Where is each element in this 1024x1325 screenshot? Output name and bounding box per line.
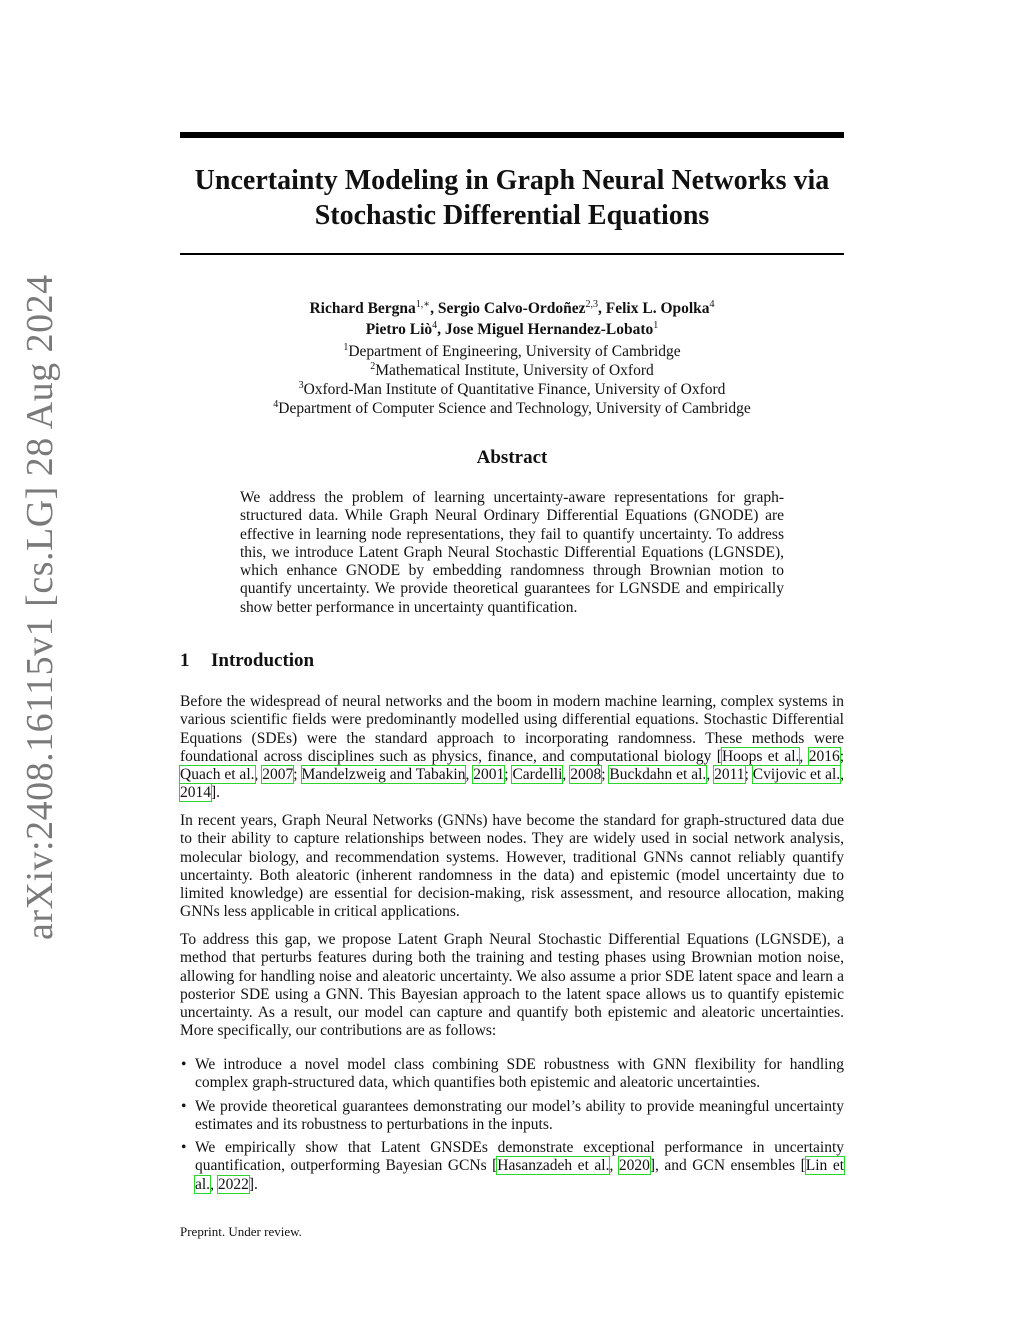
affiliation-text: Oxford-Man Institute of Quantitative Finance, University of Oxford (303, 381, 726, 398)
author-name: Richard Bergna (309, 300, 416, 317)
author-separator: , (430, 300, 438, 317)
citation-link[interactable]: Quach et al. (180, 766, 255, 784)
arxiv-identifier[interactable]: arXiv:2408.16115v1 [cs.LG] 28 Aug 2024 (19, 274, 61, 940)
citation-link[interactable]: 2008 (570, 766, 602, 784)
affiliation-text: Department of Computer Science and Technology, University of Cambridge (278, 400, 751, 417)
author-name: Felix L. Opolka (605, 300, 710, 317)
section-title: Introduction (211, 650, 315, 671)
list-item (180, 1056, 844, 1093)
bullet-marker: • (181, 1139, 187, 1157)
list-item: • We empirically show that Latent GNSDEs demonstrate exceptional performance in uncertainty quantification, outperforming Bayesian GCNs [Hasanzadeh et al., 2020], and GCN ensembles [Lin et al., 2022]. (181, 1139, 845, 1193)
citation-link[interactable]: 2016 (808, 747, 840, 765)
title-line-2: Stochastic Differential Equations (314, 200, 710, 231)
affiliation-text: Mathematical Institute, University of Oxford (375, 362, 654, 379)
author-line-1 (180, 298, 844, 319)
affiliation (180, 342, 844, 361)
list-item-text: ], and GCN ensembles [ (649, 1157, 806, 1175)
section-heading-introduction (180, 650, 314, 672)
citation-link[interactable]: Hasanzadeh et al. (497, 1157, 610, 1175)
paper-title (180, 163, 844, 233)
title-bottom-rule (180, 253, 844, 255)
author-name: Sergio Calvo-Ordoñez (437, 300, 586, 317)
author-separator: , (437, 321, 445, 338)
citation-link[interactable]: Lin et al. (195, 1157, 845, 1193)
paragraph-text: Before the widespread of neural networks and the boom in modern machine learning, complex systems in various scientific fields were predominantly modelled using differential equations. Stochastic Differential Equations (SDEs) were the standard approach to incorporating randomness. These methods were foundational across disciplines such as physics, finance, and computational biology (180, 693, 844, 765)
list-item-text: We empirically show that Latent GNSDEs demonstrate exceptional performance in uncertainty quantification, outperforming Bayesian GCNs [ (195, 1139, 844, 1175)
footer-note: Preprint. Under review. (180, 1224, 302, 1239)
section-number: 1 (180, 650, 190, 671)
citation-link[interactable]: Buckdahn et al. (609, 766, 707, 784)
title-top-rule (180, 132, 844, 138)
author-name: Jose Miguel Hernandez-Lobato (444, 321, 654, 338)
citation-link[interactable]: 2011 (714, 766, 745, 784)
bullet-marker: • (181, 1097, 187, 1115)
author-superscript: 2,3 (585, 299, 599, 310)
author-list (180, 298, 844, 340)
citation-link[interactable]: 2007 (262, 766, 294, 784)
affiliation (180, 380, 844, 399)
intro-paragraph-3: To address this gap, we propose Latent Graph Neural Stochastic Differential Equations (LGNSDE), a method that perturbs features during both the training and testing phases using Brownian motion noise, allowing for handling noise and aleatoric uncertainty. We also assume a prior SDE latent space and learn a posterior SDE using a GNN. This Bayesian approach to the latent space allows us to quantify epistemic uncertainty. As a result, our model can capture and quantify both epistemic and aleatoric uncertainties. More specifically, our contributions are as follows: (180, 931, 844, 1040)
citation-link[interactable]: 2001 (473, 766, 505, 784)
author-line-2 (180, 319, 844, 340)
affiliation-number: 4 (273, 399, 279, 410)
citation-link[interactable]: Hoops et al. (721, 747, 800, 765)
author-superscript: 1 (653, 320, 659, 331)
list-item-text: ]. (248, 1175, 258, 1193)
affiliation (180, 399, 844, 418)
abstract-heading: Abstract (476, 447, 548, 468)
author-superscript: 1,∗ (415, 299, 431, 310)
author-superscript: 4 (709, 299, 715, 310)
affiliation (180, 361, 844, 380)
affiliation-number: 3 (298, 380, 304, 391)
citation-link[interactable]: Cvijovic et al. (752, 766, 841, 784)
author-superscript: 4 (432, 320, 438, 331)
abstract-text: We address the problem of learning uncertainty-aware representations for graph-structured data. While Graph Neural Ordinary Differential Equations (GNODE) are effective in learning node representations, they fail to quantify uncertainty. To address this, we introduce Latent Graph Neural Stochastic Differential Equations (LGNSDE), which enhance GNODE by embedding randomness through Brownian motion to quantify uncertainty. We provide theoretical guarantees for LGNSDE and empirically show better performance in uncertainty quantification. (240, 489, 784, 616)
bracket: [ (716, 747, 722, 765)
intro-paragraph-2: In recent years, Graph Neural Networks (GNNs) have become the standard for graph-structured data due to their ability to capture relationships between nodes. They are widely used in social network analysis, molecular biology, and recommendation systems. However, traditional GNNs cannot reliably quantify uncertainty. Both aleatoric (inherent randomness in the data) and epistemic (model uncertainty due to limited knowledge) are essential for decision-making, risk assessment, and resource allocation, making GNNs less applicable in critical applications. (180, 812, 844, 921)
bracket: ]. (211, 784, 221, 802)
citation-link[interactable]: 2014 (180, 784, 211, 802)
citation-link[interactable]: Mandelzweig and Tabakin (301, 766, 466, 784)
list-item-text: We introduce a novel model class combining SDE robustness with GNN flexibility for handling complex graph-structured data, which quantifies both epistemic and aleatoric uncertainties. (195, 1056, 844, 1092)
author-name: Pietro Liò (365, 321, 433, 338)
citation-link[interactable]: 2022 (217, 1175, 249, 1193)
contribution-list (180, 1056, 844, 1199)
affiliation-text: Department of Engineering, University of Cambridge (348, 343, 681, 360)
author-separator: , (598, 300, 606, 317)
citation-link[interactable]: 2020 (618, 1157, 650, 1175)
title-line-1: Uncertainty Modeling in Graph Neural Networks via (194, 165, 830, 196)
affiliation-number: 2 (370, 361, 376, 372)
affiliation-list (180, 342, 844, 418)
intro-paragraph-1: Before the widespread of neural networks and the boom in modern machine learning, complex systems in various scientific fields were predominantly modelled using differential equations. Stochastic Differential Equations (SDEs) were the standard approach to incorporating randomness. These methods were foundational across disciplines such as physics, finance, and computational biology [Hoops et al., 2016; Quach et al., 2007; Mandelzweig and Tabakin, 2001; Cardelli, 2008; Buckdahn et al., 2011; Cvijovic et al., 2014]. (180, 693, 845, 802)
list-item (180, 1098, 844, 1135)
bullet-marker: • (181, 1056, 187, 1073)
citation-link[interactable]: Cardelli (512, 766, 563, 784)
affiliation-number: 1 (343, 342, 349, 353)
list-item-text: We provide theoretical guarantees demonstrating our model’s ability to provide meaningful uncertainty estimates and its robustness to perturbations in the inputs. (195, 1097, 844, 1133)
